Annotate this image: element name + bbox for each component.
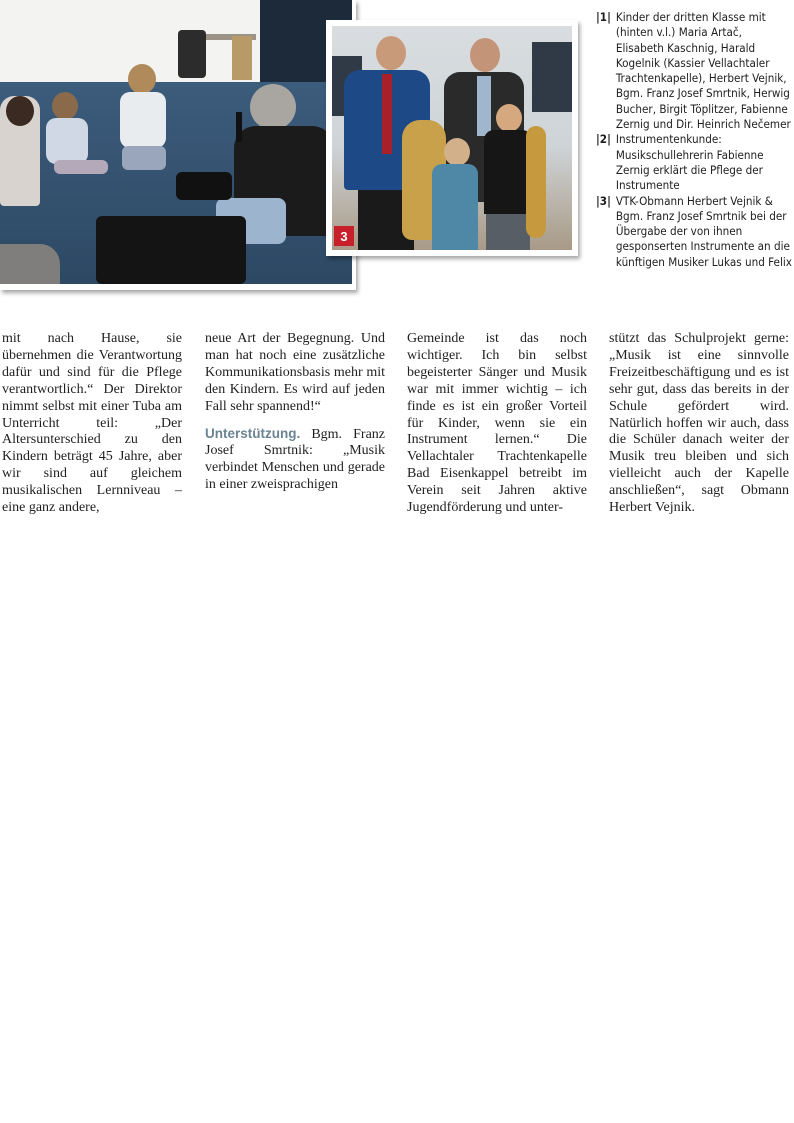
article-column-3 xyxy=(407,331,587,517)
caption-2 xyxy=(596,132,792,193)
article-paragraph: stützt das Schulprojekt gerne: „Musik ist eine sinnvolle Freizeitbeschäftigung und es ist sehr gut, dass das bereits in der Schule gefördert wird. Natürlich hoffen wir auch, dass die Schüler danach weiter der Musik treu bleiben und sich vielleicht auch der Kapelle anschließen“, sagt Obmann Herbert Vejnik. xyxy=(609,331,789,516)
photo-classroom xyxy=(0,0,356,290)
photo-classroom-image xyxy=(0,0,352,284)
caption-text: VTK-Obmann Herbert Vejnik & Bgm. Franz Josef Smrtnik bei der Übergabe der von ihnen gesponserten Instrumente an die künftigen Musiker Lukas und Felix xyxy=(615,193,792,269)
caption-text: Instrumentenkunde: Musikschullehrerin Fabienne Zernig erklärt die Pflege der Instrumente xyxy=(615,132,764,193)
article-column-2 xyxy=(205,331,385,494)
article-paragraph: Gemeinde ist das noch wichtiger. Ich bin selbst begeisterter Sänger und Musik war mit immer wichtig – ich finde es ist ein großer Vorteil für Kinder, wenn sie ein Instrument lernen.“ Die Vellachtaler Trachtenkapelle Bad Eisenkappel betreibt im Verein seit Jahren aktive Jugendförderung und unter- xyxy=(407,331,587,516)
article-paragraph-with-subhead xyxy=(205,426,385,495)
caption-3 xyxy=(596,194,792,270)
photo-captions xyxy=(596,10,792,270)
article-paragraph: mit nach Hause, sie übernehmen die Verantwortung dafür und sind für die Pflege verantwortlich.“ Der Direktor nimmt selbst mit einer Tuba am Unterricht teil: „Der Altersunterschied zu den Kindern beträgt 45 Jahre, aber wir sind auf gleichem musikalischen Lernniveau – eine ganz andere, xyxy=(2,331,182,516)
photo-number-badge: 3 xyxy=(334,226,354,246)
article-column-4 xyxy=(609,331,789,517)
caption-number: |3| xyxy=(596,193,611,208)
caption-1 xyxy=(596,10,792,132)
article-column-1 xyxy=(2,331,182,517)
photo-instrument-handover-image xyxy=(332,26,572,250)
article-subhead: Unterstützung. xyxy=(205,425,301,441)
caption-text: Kinder der dritten Klasse mit (hinten v.l.) Maria Artač, Elisabeth Kaschnig, Harald Kogelnik (Kassier Vellachtaler Trachtenkapelle), Herbert Vejnik, Bgm. Franz Josef Smrtnik, Herwig Bucher, Birgit Töplitzer, Fabienne Zernig und Dir. Heinrich Nečemer xyxy=(615,10,791,132)
caption-number: |1| xyxy=(596,10,611,24)
article-paragraph: neue Art der Begegnung. Und man hat noch eine zusätzliche Kommunikationsbasis mehr mit den Kindern. Es wird auf jeden Fall sehr spannend!“ xyxy=(205,331,385,414)
caption-number: |2| xyxy=(596,132,611,147)
article-paragraph-text: Bgm. Franz Josef Smrtnik: „Musik verbindet Menschen und gerade in einer zweisprachigen xyxy=(205,426,385,493)
photo-instrument-handover xyxy=(326,20,578,256)
